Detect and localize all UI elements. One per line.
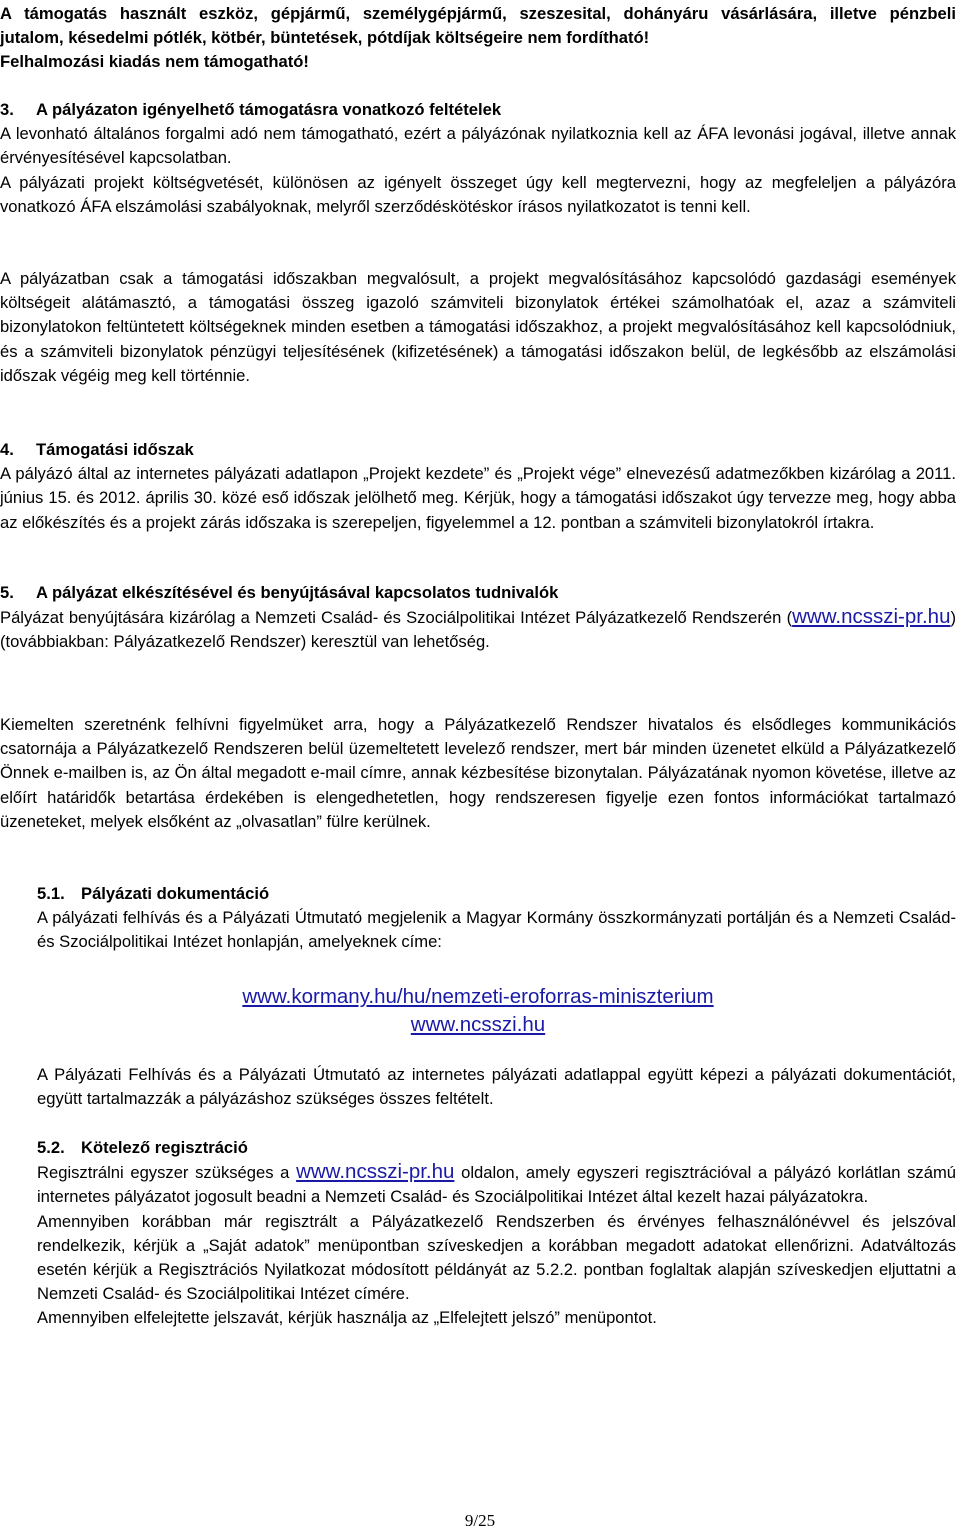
section-5-2-paragraph-1 [37, 1160, 956, 1209]
intro-line-2: jutalom, késedelmi pótlék, kötbér, büntetések, pótdíjak költségeire nem fordítható! [0, 28, 650, 48]
section-5-2-text-a: Regisztrálni egyszer szükséges a [37, 1163, 297, 1183]
section-3-paragraph-1: A levonható általános forgalmi adó nem támogatható, ezért a pályázónak nyilatkoznia kell az ÁFA levonási jogával, illetve annak érvényesítésével kapcsolatban. [0, 124, 956, 168]
intro-warning [0, 2, 956, 75]
section-4 [0, 438, 956, 535]
section-5-paragraph-2: Kiemelten szeretnénk felhívni figyelmüket arra, hogy a Pályázatkezelő Rendszer hivatalos és elsődleges kommunikációs csatornája a Pályázatkezelő Rendszeren belül üzemeltetett levelező rendszer, mert bár minden üzenetet elküld a Pályázatkezelő Önnek e-mailben is, az Ön által megadott e-mail címre, annak kézbesítése bizonytalan. Pályázatának nyomon követése, illetve az előírt határidők betartása érdekében is elengedhetetlen, hogy rendszeresen figyelje ezen fontos információkat tartalmazó üzeneteket, melyek elsőként az „olvasatlan” fülre kerülnek. [0, 715, 956, 831]
section-5-2 [37, 1136, 956, 1331]
page-number: 9/25 [464, 1511, 496, 1530]
ncsszi-pr-link-2[interactable]: www.ncsszi-pr.hu [296, 1160, 455, 1184]
section-4-paragraph-1: A pályázó által az internetes pályázati adatlapon „Projekt kezdete” és „Projekt vége” elnevezésű adatmezőkben kizárólag a 2011. június 15. és 2012. április 30. közé eső időszak jelölhető meg. Kérjük, hogy a támogatási időszakot úgy tervezze meg, hogy abba az előkészítés és a projekt zárás időszaka is szerepeljen, figyelemmel a 12. pontban a számviteli bizonylatokról írtakra. [0, 464, 956, 532]
section-5-1-number: 5.1. [37, 884, 65, 903]
ncsszi-pr-link[interactable]: www.ncsszi-pr.hu [792, 605, 951, 629]
section-3-paragraph-2: A pályázati projekt költségvetését, különösen az igényelt összeget úgy kell megtervezni, hogy az megfeleljen a pályázóra vonatkozó ÁFA elszámolási szabályoknak, melyről szerződéskötéskor írásos nyilatkozatot is tenni kell. [0, 172, 956, 216]
section-3-heading [0, 98, 956, 122]
section-5 [0, 581, 956, 655]
ncsszi-link[interactable]: www.ncsszi.hu [410, 1013, 546, 1036]
section-5-1-paragraph-2: A Pályázati Felhívás és a Pályázati Útmutató az internetes pályázati adatlappal együtt képezi a pályázati dokumentációt, együtt tartalmazzák a pályázáshoz szükséges összes feltételt. [37, 1065, 956, 1109]
kormany-link[interactable]: www.kormany.hu/hu/nemzeti-eroforras-miniszterium [242, 985, 714, 1008]
section-5-text-b: ) (továbbiakban: Pályázatkezelő Rendszer) keresztül van lehetőség. [0, 608, 956, 652]
section-5-2-text-b: oldalon, amely egyszeri regisztrációval a pályázó korlátlan számú internetes pályázatot jogosult beadni a Nemzeti Család- és Szociálpolitikai Intézet által kezelt hazai pályázatokra. [37, 1163, 956, 1207]
section-5-2-paragraph-3: Amennyiben elfelejtette jelszavát, kérjük használja az „Elfelejtett jelszó” menüpontot. [37, 1308, 657, 1328]
section-3 [0, 98, 956, 219]
section-4-number: 4. [0, 440, 14, 459]
section-5-2-heading [37, 1136, 956, 1160]
section-5-number: 5. [0, 583, 14, 602]
section-4-title: Támogatási időszak [36, 440, 194, 459]
section-5-title: A pályázat elkészítésével és benyújtásával kapcsolatos tudnivalók [36, 583, 559, 602]
section-5-1 [37, 882, 956, 955]
section-5-text-a: Pályázat benyújtására kizárólag a Nemzeti Család- és Szociálpolitikai Intézet Pályázatkezelő Rendszerén ( [0, 608, 793, 628]
section-5-heading [0, 581, 956, 605]
section-5-1-heading [37, 882, 956, 906]
section-5-2-title: Kötelező regisztráció [81, 1138, 248, 1157]
section-5-1-paragraph-1: A pályázati felhívás és a Pályázati Útmutató megjelenik a Magyar Kormány összkormányzati portálján és a Nemzeti Család- és Szociálpolitikai Intézet honlapján, amelyeknek címe: [37, 908, 956, 952]
section-5-2-number: 5.2. [37, 1138, 65, 1157]
section-3-paragraph-3: A pályázatban csak a támogatási időszakban megvalósult, a projekt megvalósításához kapcsolódó gazdasági események költségeit alátámasztó, a támogatási összeg igazoló számviteli bizonylatok értékei számolhatóak el, azaz a számviteli bizonylatokon feltüntetett költségeknek minden esetben a támogatási időszakhoz, a projekt megvalósításához kell kapcsolódniuk, és a számviteli bizonylatok pénzügyi teljesítésének (kifizetésének) a támogatási időszakon belül, de legkésőbb az elszámolási időszak végéig meg kell történnie. [0, 269, 956, 385]
intro-line-3: Felhalmozási kiadás nem támogatható! [0, 52, 309, 72]
section-5-paragraph-1 [0, 605, 956, 654]
section-5-2-paragraph-2: Amennyiben korábban már regisztrált a Pályázatkezelő Rendszerben és érvényes felhasználónévvel és jelszóval rendelkezik, kérjük a „Saját adatok” menüpontban szíveskedjen a korábban megadott adatokat ellenőrizni. Adatváltozás esetén kérjük a Regisztrációs Nyilatkozat módosított példányát az 5.2.2. pontban foglaltak alapján szíveskedjen eljuttatni a Nemzeti Család- és Szociálpolitikai Intézet címére. [37, 1211, 956, 1304]
intro-line-1: A támogatás használt eszköz, gépjármű, személygépjármű, szeszesital, dohányáru vásárlására, illetve pénzbeli [0, 4, 956, 23]
section-3-number: 3. [0, 100, 14, 119]
section-5-1-title: Pályázati dokumentáció [81, 884, 270, 903]
section-3-title: A pályázaton igényelhető támogatásra vonatkozó feltételek [36, 100, 502, 119]
section-4-heading [0, 438, 956, 462]
portal-links [0, 983, 956, 1039]
